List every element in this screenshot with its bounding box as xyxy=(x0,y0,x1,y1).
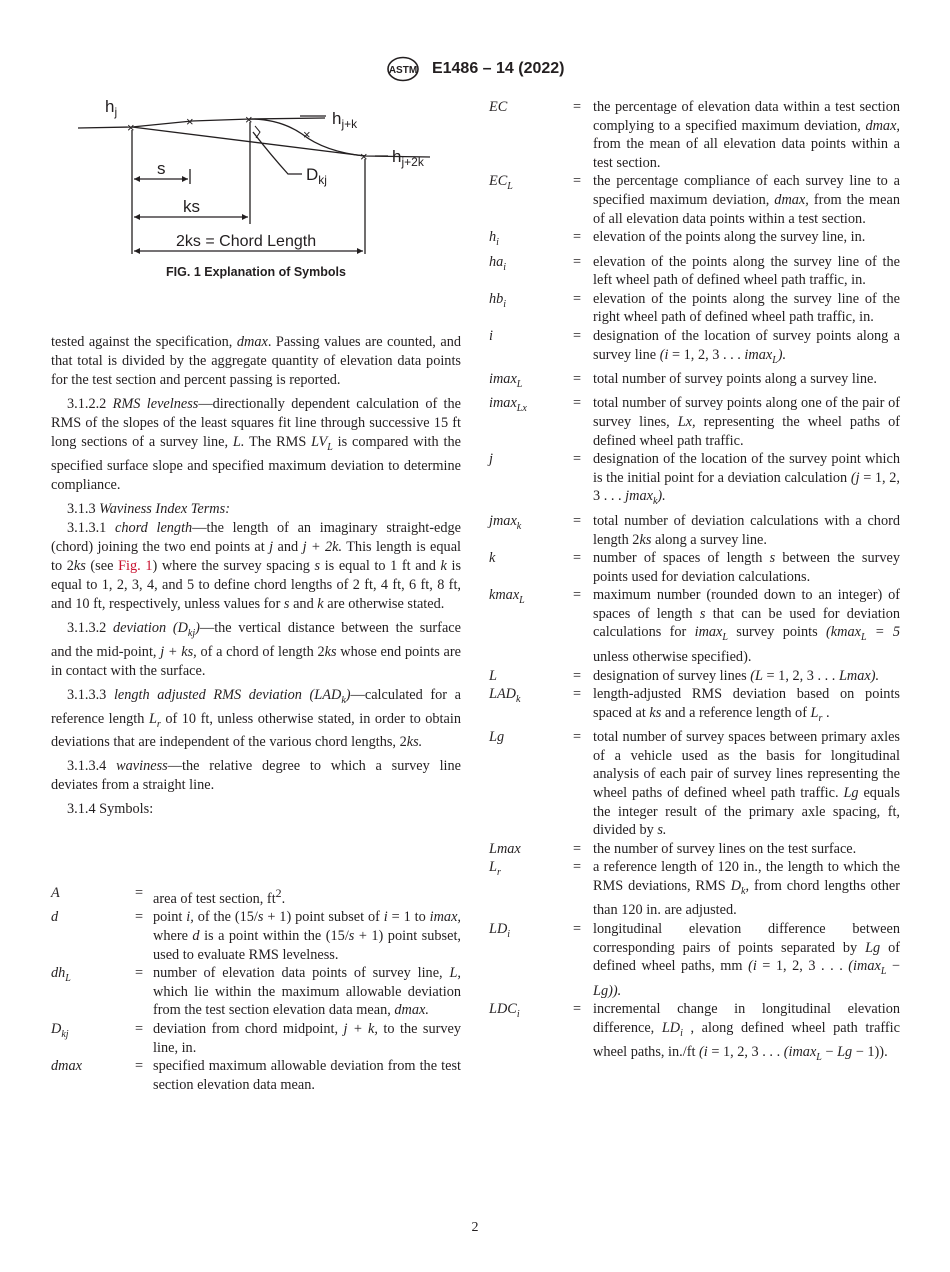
symbol-row: imax$_L$ = total number of survey points along a survey line. xyxy=(489,371,877,390)
symbols-list-right xyxy=(489,98,900,1068)
symbol-row: i = designation of the location of survey points along a survey line (i = 1, 2, 3 . . . imax$_L$). xyxy=(489,327,900,366)
paragraph: 3.1.4 Symbols: xyxy=(67,801,154,818)
label-hjk: $h_{j+k}$ xyxy=(332,109,358,131)
label-s: s xyxy=(157,159,166,178)
symbol-row: A = area of test section, $ft^2$. xyxy=(51,885,286,907)
symbol-row: $L_r$ = a reference length of 120 in., the length to which the RMS deviations, RMS $D_k$, from chord lengths other than 120 in. are adjusted. xyxy=(489,859,900,919)
paragraph: 3.1.3.4 waviness—the relative degree to which a survey line deviates from a straight line. xyxy=(51,758,462,794)
label-chord-length: 2ks = Chord Length xyxy=(176,233,317,250)
page-number: 2 xyxy=(471,1220,479,1235)
astm-logo-text: ASTM xyxy=(388,65,417,76)
label-dkj: $D_{kj}$ xyxy=(306,165,327,187)
label-hj2k: $h_{j+2k}$ xyxy=(392,147,424,169)
figure-caption: FIG. 1 Explanation of Symbols xyxy=(166,265,346,279)
symbol-row: $D_{kj}$ = deviation from chord midpoint, j + k, to the survey line, in. xyxy=(51,1020,461,1056)
surface-flat xyxy=(250,118,325,119)
x-mark: × xyxy=(245,112,253,127)
figure-1-diagram xyxy=(70,94,440,264)
symbol-row: $hb_i$ = elevation of the points along the survey line of the right wheel path of defined wheel path traffic, in. xyxy=(489,290,900,326)
x-mark: × xyxy=(186,114,194,129)
document-designation: E1486 – 14 (2022) xyxy=(431,60,565,77)
symbol-row: $ha_i$ = elevation of the points along the survey line of the left wheel path of defined wheel path traffic, in. xyxy=(489,253,900,289)
x-mark: × xyxy=(303,127,311,142)
symbol-row: imax$_{Lx}$ = total number of survey points along one of the pair of survey lines, Lx, representing the wheel paths of defined wheel path traffic. xyxy=(489,395,900,449)
chord-line xyxy=(132,127,365,156)
symbol-row: Lg = total number of survey spaces between primary axles of a vehicle used as the basis for longitudinal analysis of each pair of survey lines representing the wheel paths of defined wheel path traffic. Lg equals the integer result of the primary axle spacing, ft, divided by s. xyxy=(489,729,900,839)
symbol-row: jmax$_k$ = total number of deviation calculations with a chord length 2ks along a survey line. xyxy=(489,512,900,548)
fig-1-link[interactable]: Fig. 1 xyxy=(118,557,153,574)
symbol-row: dmax = specified maximum allowable deviation from the test section elevation data mean. xyxy=(51,1058,461,1093)
symbol-row: kmax$_L$ = maximum number (rounded down to an integer) of spaces of length s that can be used for deviation calculations for imax$_L$ survey points (kmax$_L$ = 5 unless otherwise specified). xyxy=(489,587,900,665)
symbol-row: d = point i, of the (15/s + 1) point subset of i = 1 to imax, where d is a point within the (15/s + 1) point subset, used to evaluate RMS levelness. xyxy=(51,909,461,963)
symbol-row: j = designation of the location of the survey point which is the initial point for a deviation calculation (j = 1, 2, 3 . . . jmax$_k$). xyxy=(489,451,900,508)
symbol-row: $LD_i$ = longitudinal elevation difference between corresponding pairs of points separated by Lg of defined wheel paths, mm (i = 1, 2, 3 . . . (imax$_L$ − Lg)). xyxy=(489,920,900,999)
paragraph: 3.1.2.2 RMS levelness—directionally dependent calculation of the RMS of the slopes of the least squares fit line through successive 15 ft long sections of a survey line, L. The RMS $LV_L$ is compared with the specified surface slope and specified maximum deviation to determine compliance. xyxy=(51,396,462,493)
symbols-list-left xyxy=(51,884,461,1094)
x-mark: × xyxy=(360,149,368,164)
label-hj: $h_j$ xyxy=(105,97,118,119)
symbol-row: $EC_L$ = the percentage compliance of each survey line to a specified maximum deviation, dmax, from the mean of all elevation data points within a test section. xyxy=(489,173,900,227)
x-mark: × xyxy=(127,120,135,135)
page-header xyxy=(0,56,950,82)
symbol-row: k = number of spaces of length s between the survey points used for deviation calculations. xyxy=(489,550,900,585)
left-column xyxy=(51,333,461,824)
paragraph: tested against the specification, dmax. Passing values are counted, and that total is divided by the aggregate quantity of elevation data points for the test section and percent passing is reported. xyxy=(51,334,461,388)
astm-logo-icon xyxy=(386,56,420,82)
symbol-row: $LAD_k$ = length-adjusted RMS deviation based on points spaced at ks and a reference length of $L_r$ . xyxy=(489,686,900,724)
label-ks: ks xyxy=(183,197,200,216)
symbol-row: EC = the percentage of elevation data within a test section complying to a specified maximum deviation, dmax, from the mean of all elevation data points within a test section. xyxy=(489,99,900,171)
paragraph: 3.1.3.2 deviation $(D_{kj})—the$ vertical distance between the surface and the mid-point, j + ks, of a chord of length 2ks whose end points are in contact with the surface. xyxy=(51,619,461,679)
paragraph: 3.1.3 Waviness Index Terms: xyxy=(67,500,230,517)
symbol-row: $h_i$ = elevation of the points along the survey line, in. xyxy=(489,229,866,249)
paragraph: 3.1.3.3 length adjusted RMS deviation $(LAD_k)—calculated$ for a reference length $L_r$ of 10 ft, unless otherwise stated, in order to obtain deviations that are independent of the various chord lengths, 2ks. xyxy=(51,686,462,751)
symbol-row: $dh_L$ = number of elevation data points of survey line, L, which lie within the maximum allowable deviation from the test section elevation data mean, dmax. xyxy=(51,965,461,1019)
symbol-row: L = designation of survey lines (L = 1, 2, 3 . . . Lmax). xyxy=(489,667,880,684)
symbol-row: $LDC_i$ = incremental change in longitudinal elevation difference, $LD_i$ , along defined wheel path traffic wheel paths, in./ft (i = 1, 2, 3 . . . (imax$_L$ − Lg − 1)). xyxy=(489,1001,900,1064)
paragraph: 3.1.3.1 chord length—the length of an imaginary straight-edge (chord) joining the two end points at j and j + 2k. This length is equal to 2ks (see Fig. 1) where the survey spacing s is equal to 1 ft and k is equal to 1, 2, 3, 4, and 5 to define chord lengths of 2 ft, 4 ft, 6 ft, 8 ft, and 10 ft, respectively, unless values for s and k are otherwise stated. xyxy=(51,519,462,612)
symbol-row: Lmax = the number of survey lines on the test surface. xyxy=(489,840,857,857)
